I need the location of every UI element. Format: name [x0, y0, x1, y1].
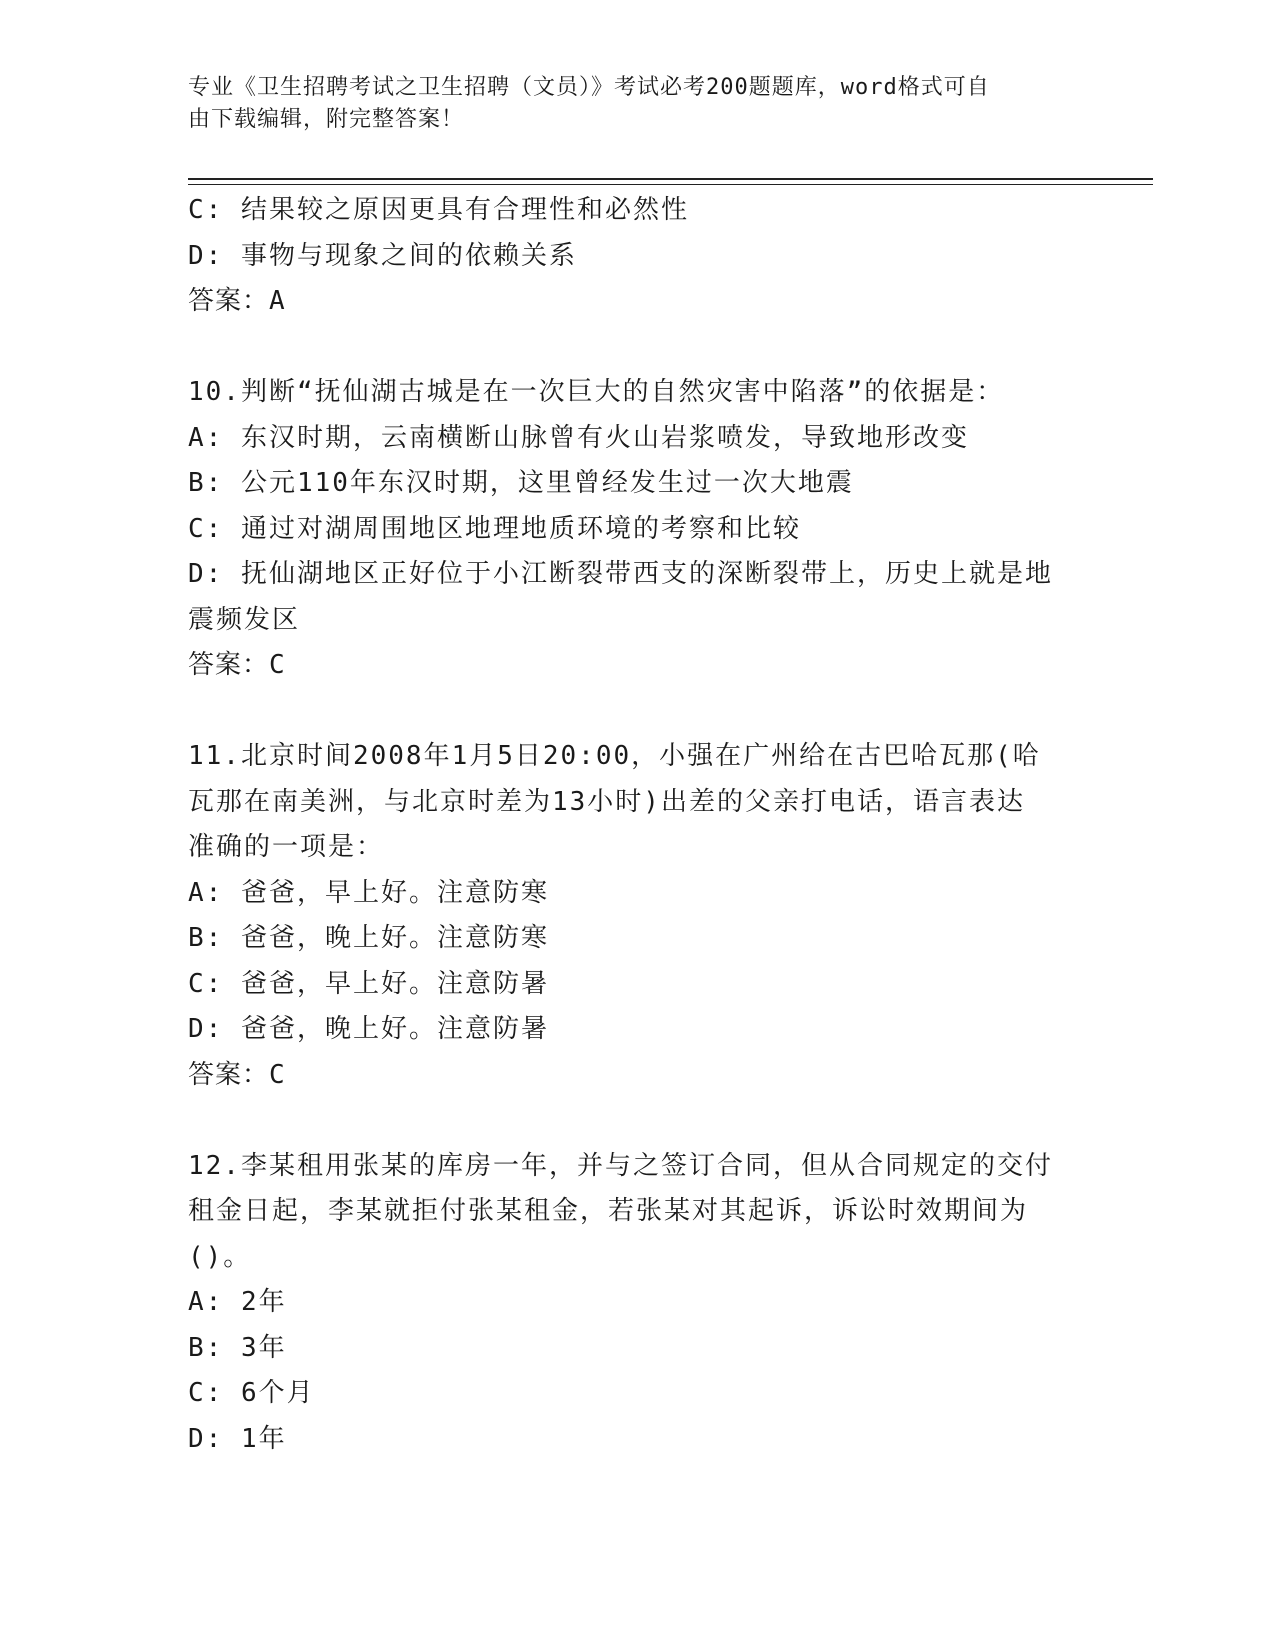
- option-d: D: 事物与现象之间的依赖关系: [188, 240, 577, 271]
- spacer: [188, 325, 1088, 371]
- answer-line: 答案：C: [188, 650, 286, 680]
- option-d: D: 抚仙湖地区正好位于小江断裂带西支的深断裂带上，历史上就是地: [188, 559, 1053, 589]
- option-d-continued: 震频发区: [188, 604, 301, 635]
- question-text: 11.北京时间2008年1月5日20:00，小强在广州给在古巴哈瓦那(哈: [188, 741, 1041, 771]
- option-a: A: 东汉时期，云南横断山脉曾有火山岩浆喷发，导致地形改变: [188, 422, 969, 453]
- spacer: [188, 1098, 1088, 1144]
- page-header: [188, 72, 1088, 136]
- document-body: [188, 188, 1088, 1462]
- option-b: B: 公元110年东汉时期，这里曾经发生过一次大地震: [188, 468, 854, 498]
- question-text-continued: 租金日起，李某就拒付张某租金，若张某对其起诉，诉讼时效期间为: [188, 1196, 1029, 1226]
- answer-line: 答案：C: [188, 1059, 286, 1090]
- header-title-line-2: 由下载编辑，附完整答案！: [188, 107, 465, 132]
- header-title-line-1: 专业《卫生招聘考试之卫生招聘（文员）》考试必考200题题库，word格式可自: [188, 75, 990, 100]
- question-text-continued: 瓦那在南美洲，与北京时差为13小时)出差的父亲打电话，语言表达: [188, 786, 1025, 817]
- option-c: C: 6个月: [188, 1378, 315, 1408]
- header-rule-thin: [188, 184, 1153, 185]
- option-c: C: 通过对湖周围地区地理地质环境的考察和比较: [188, 513, 801, 544]
- answer-line: 答案：A: [188, 286, 286, 316]
- option-a: A: 2年: [188, 1287, 287, 1317]
- carryover-block: [188, 188, 1088, 325]
- question-11: [188, 734, 1088, 1098]
- header-rule-thick: [188, 178, 1153, 180]
- option-c: C: 结果较之原因更具有合理性和必然性: [188, 195, 689, 225]
- question-10: [188, 370, 1088, 689]
- option-b: B: 爸爸，晚上好。注意防寒: [188, 923, 549, 953]
- spacer: [188, 689, 1088, 735]
- question-text-continued: ()。: [188, 1241, 252, 1272]
- question-text-continued: 准确的一项是：: [188, 832, 385, 862]
- option-d: D: 爸爸，晚上好。注意防暑: [188, 1014, 549, 1044]
- option-b: B: 3年: [188, 1332, 287, 1363]
- option-c: C: 爸爸，早上好。注意防暑: [188, 968, 549, 999]
- question-12: [188, 1144, 1088, 1463]
- option-d: D: 1年: [188, 1423, 287, 1454]
- question-text: 12.李某租用张某的库房一年，并与之签订合同，但从合同规定的交付: [188, 1150, 1053, 1181]
- question-text: 10.判断“抚仙湖古城是在一次巨大的自然灾害中陷落”的依据是：: [188, 377, 1005, 407]
- option-a: A: 爸爸，早上好。注意防寒: [188, 877, 549, 908]
